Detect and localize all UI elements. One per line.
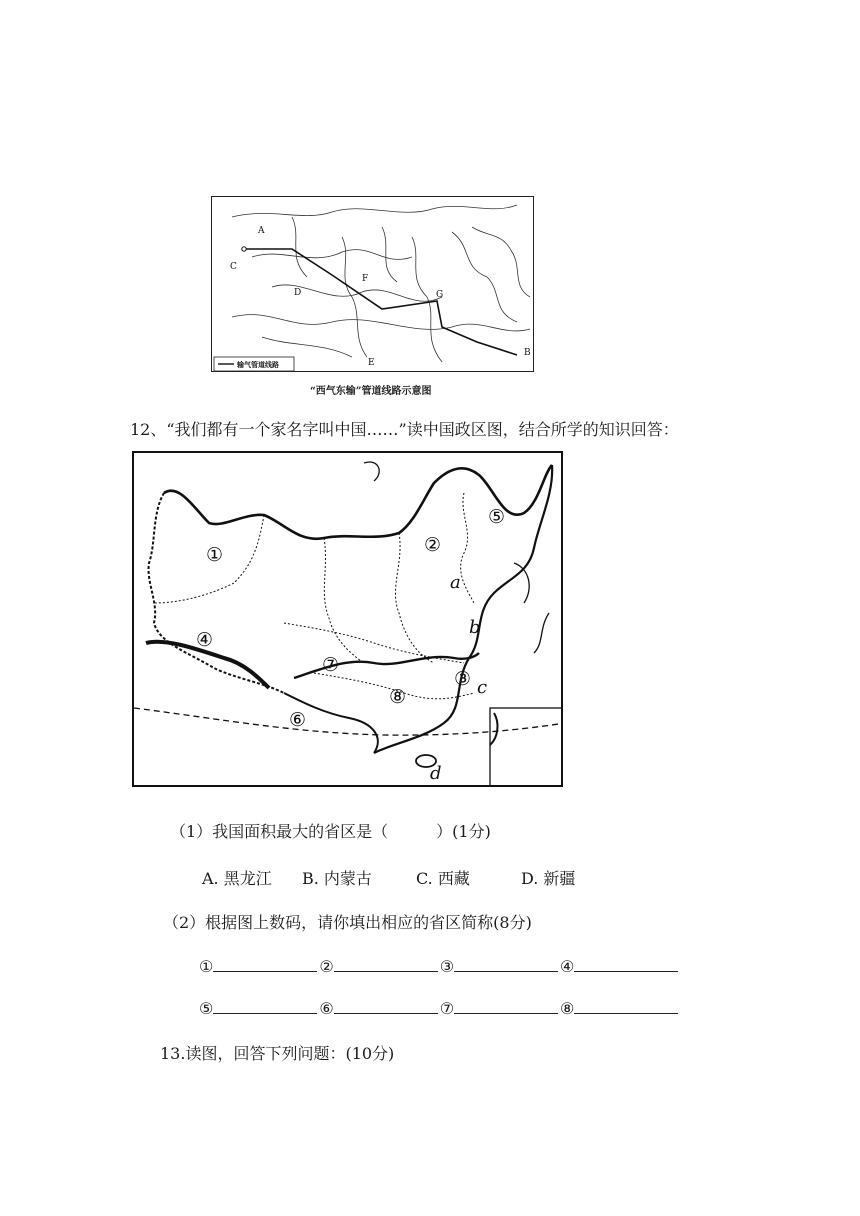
answer-blank-2[interactable]: [334, 957, 438, 972]
inset-box: [490, 708, 563, 787]
province-line: [262, 337, 352, 357]
answer-blank-1[interactable]: [213, 957, 317, 972]
answer-row-1: [199, 957, 680, 977]
pipeline-map-drawing: [212, 197, 534, 372]
answer-blank-6[interactable]: [334, 999, 438, 1014]
map-letter-a: a: [450, 572, 461, 593]
province-line: [232, 315, 530, 331]
figure1-caption: “西气东输”管道线路示意图: [310, 386, 432, 397]
answer-blank-8[interactable]: [574, 999, 678, 1014]
answer-label-4: ④: [560, 957, 575, 976]
q12-sub1-option-d: D. 新疆: [521, 869, 576, 888]
pipeline-start-dot: [242, 247, 246, 251]
province-boundary: [461, 493, 474, 603]
china-map-drawing: [134, 453, 563, 787]
answer-label-6: ⑥: [319, 999, 334, 1018]
answer-label-3: ③: [439, 957, 455, 976]
answer-blank-3[interactable]: [454, 957, 558, 972]
province-line: [292, 217, 307, 277]
tropic-line: [134, 708, 563, 735]
label-e: E: [368, 358, 375, 368]
map-number-1: ①: [206, 544, 224, 566]
label-g: G: [436, 290, 444, 300]
answer-label-2: ②: [319, 957, 334, 976]
map-number-5: ⑤: [488, 506, 506, 528]
q12-sub1-option-b: B. 内蒙古: [302, 869, 372, 888]
map-number-6: ⑥: [289, 709, 307, 731]
q13-stem: 13.读图，回答下列问题：(10分): [160, 1044, 395, 1063]
label-a: A: [258, 226, 265, 236]
province-boundary: [324, 538, 364, 663]
map-number-3: ③: [454, 668, 472, 690]
pipeline-route: [244, 249, 517, 355]
province-line: [382, 227, 397, 282]
answer-label-1: ①: [199, 957, 214, 976]
map-number-2: ②: [424, 534, 442, 556]
map-letter-b: b: [469, 617, 481, 638]
q12-sub1-option-a: A. 黑龙江: [202, 869, 272, 888]
answer-row-2: [199, 999, 680, 1019]
border-line: [232, 205, 517, 217]
pipeline-map: [211, 196, 534, 372]
answer-blank-5[interactable]: [213, 999, 317, 1014]
map-letter-d: d: [430, 763, 442, 784]
label-c: C: [230, 262, 237, 272]
eastern-coast: [374, 465, 552, 753]
province-line: [452, 232, 517, 322]
q12-stem: 12、“我们都有一个家名字叫中国……”读中国政区图，结合所学的知识回答：: [130, 420, 679, 439]
korea-peninsula: [514, 563, 529, 603]
answer-label-7: ⑦: [439, 999, 455, 1018]
label-b: B: [524, 348, 531, 358]
china-political-map: [132, 451, 563, 787]
answer-blank-4[interactable]: [574, 957, 678, 972]
province-line: [252, 250, 412, 260]
label-f: F: [362, 274, 369, 284]
lake-outline: [364, 462, 379, 481]
map-number-4: ④: [196, 629, 214, 651]
japan-coast: [534, 613, 549, 653]
answer-label-5: ⑤: [199, 999, 214, 1018]
map-number-8: ⑧: [389, 686, 407, 708]
map-number-7: ⑦: [322, 654, 340, 676]
answer-label-8: ⑧: [560, 999, 575, 1018]
coast-line: [472, 227, 530, 297]
answer-blank-7[interactable]: [454, 999, 558, 1014]
q12-sub1-option-c: C. 西藏: [416, 869, 470, 888]
map-letter-c: c: [477, 677, 488, 698]
q12-sub1-question: （1）我国面积最大的省区是（ ）(1分): [170, 822, 491, 841]
taiwan-island: [490, 713, 497, 745]
label-d: D: [294, 288, 302, 298]
q12-sub2-question: （2）根据图上数码，请你填出相应的省区简称(8分): [163, 913, 532, 932]
legend-label: 输气管道线路: [237, 360, 279, 369]
